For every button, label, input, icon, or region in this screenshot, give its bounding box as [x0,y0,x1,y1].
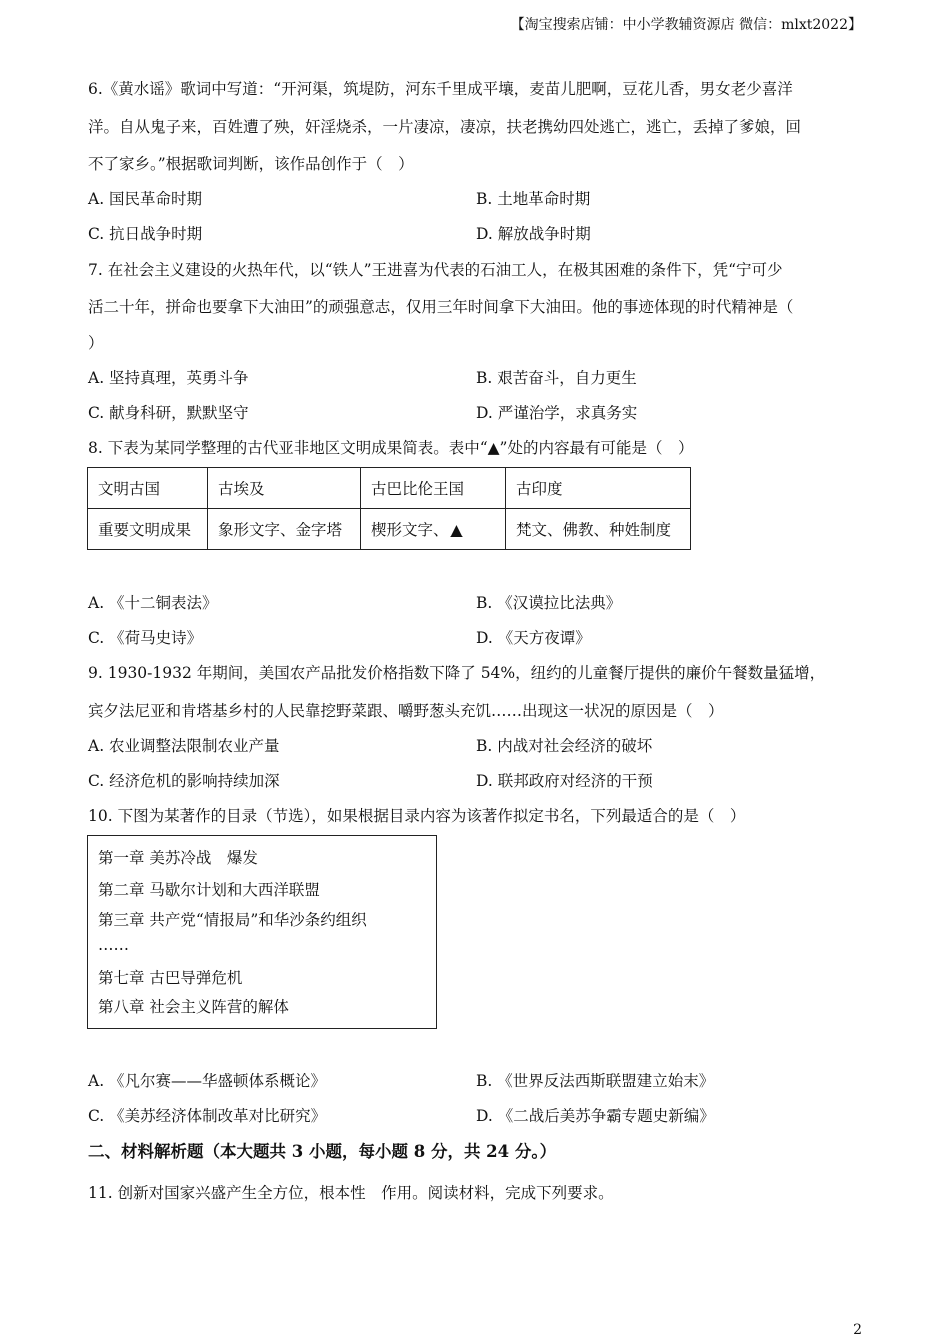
table-cell [361,509,506,550]
q7-line-2: 活二十年，拼命也要拿下大油田”的顽强意志，仅用三年时间拿下大油田。他的事迹体现的时代精神是（ [88,298,794,316]
q6-option-b[interactable]: B. 土地革命时期 [476,190,591,208]
q7-line-1: 7. 在社会主义建设的火热年代，以“铁人”王进喜为代表的石油工人，在极其困难的条件下，凭“宁可少 [88,261,783,279]
triangle-blank-marker: ▲ [450,521,463,539]
q7-line-3: ） [88,334,104,352]
q6-option-c[interactable]: C. 抗日战争时期 [88,225,203,243]
table-cell: 象形文字、金字塔 [208,509,361,550]
q9-option-a[interactable]: A. 农业调整法限制农业产量 [88,737,280,755]
q7-option-c[interactable]: C. 献身科研，默默坚守 [88,404,249,422]
q6-option-a[interactable]: A. 国民革命时期 [88,190,203,208]
q7-option-a[interactable]: A. 坚持真理，英勇斗争 [88,369,249,387]
table-row [88,509,691,550]
q6-line-2: 洋。自从鬼子来，百姓遭了殃，奸淫烧杀，一片凄凉，凄凉，扶老携幼四处逃亡，逃亡，丢掉了爹娘，回 [88,118,802,136]
table-of-contents-box [87,835,437,1029]
q9-line-2: 宾夕法尼亚和肯塔基乡村的人民靠挖野菜跟、嚼野葱头充饥……出现这一状况的原因是（ ） [88,702,724,720]
table-cell: 重要文明成果 [88,509,208,550]
q11-line-1: 11. 创新对国家兴盛产生全方位，根本性 作用。阅读材料，完成下列要求。 [88,1184,614,1202]
q10-option-d[interactable]: D. 《二战后美苏争霸专题史新编》 [476,1107,715,1125]
q9-option-b[interactable]: B. 内战对社会经济的破坏 [476,737,653,755]
table-cell: 古巴比伦王国 [361,468,506,509]
page-number: 2 [853,1322,862,1338]
table-cell: 古埃及 [208,468,361,509]
toc-item: …… [98,936,129,954]
q8-option-a[interactable]: A. 《十二铜表法》 [88,594,218,612]
q8-option-c[interactable]: C. 《荷马史诗》 [88,629,203,647]
toc-item: 第七章 古巴导弹危机 [98,969,243,987]
table-cell: 文明古国 [88,468,208,509]
civilization-table [87,467,691,550]
babylon-text: 楔形文字、 [371,521,449,539]
q9-line-1: 9. 1930-1932 年期间，美国农产品批发价格指数下降了 54%，纽约的儿童餐厅提供的廉价午餐数量猛增， [88,664,826,682]
q10-option-a[interactable]: A. 《凡尔赛——华盛顿体系概论》 [88,1072,327,1090]
toc-item: 第三章 共产党“情报局”和华沙条约组织 [98,911,367,929]
q7-option-d[interactable]: D. 严谨治学，求真务实 [476,404,638,422]
q10-line-1: 10. 下图为某著作的目录（节选），如果根据目录内容为该著作拟定书名，下列最适合的是（ ） [88,807,746,825]
q10-option-c[interactable]: C. 《美苏经济体制改革对比研究》 [88,1107,327,1125]
q9-option-d[interactable]: D. 联邦政府对经济的干预 [476,772,653,790]
page-header: 【淘宝搜索店铺：中小学教辅资源店 微信：mlxt2022】 [510,17,862,33]
q8-option-d[interactable]: D. 《天方夜谭》 [476,629,591,647]
q8-option-b[interactable]: B. 《汉谟拉比法典》 [476,594,622,612]
q7-option-b[interactable]: B. 艰苦奋斗，自力更生 [476,369,637,387]
toc-item: 第八章 社会主义阵营的解体 [98,998,289,1016]
toc-item: 第二章 马歇尔计划和大西洋联盟 [98,881,320,899]
q9-option-c[interactable]: C. 经济危机的影响持续加深 [88,772,280,790]
table-cell: 古印度 [506,468,691,509]
table-header-row [88,468,691,509]
q6-line-3: 不了家乡。”根据歌词判断，该作品创作于（ ） [88,155,414,173]
section-2-heading: 二、材料解析题（本大题共 3 小题，每小题 8 分，共 24 分。） [88,1142,557,1161]
q6-line-1: 6.《黄水谣》歌词中写道：“开河渠，筑堤防，河东千里成平壤，麦苗儿肥啊，豆花儿香，男女老少喜洋 [88,80,793,98]
toc-item: 第一章 美苏冷战 爆发 [98,849,258,867]
q8-line-1: 8. 下表为某同学整理的古代亚非地区文明成果简表。表中“▲”处的内容最有可能是（ ） [88,439,694,457]
table-cell: 梵文、佛教、种姓制度 [506,509,691,550]
q6-option-d[interactable]: D. 解放战争时期 [476,225,591,243]
q10-option-b[interactable]: B. 《世界反法西斯联盟建立始末》 [476,1072,715,1090]
